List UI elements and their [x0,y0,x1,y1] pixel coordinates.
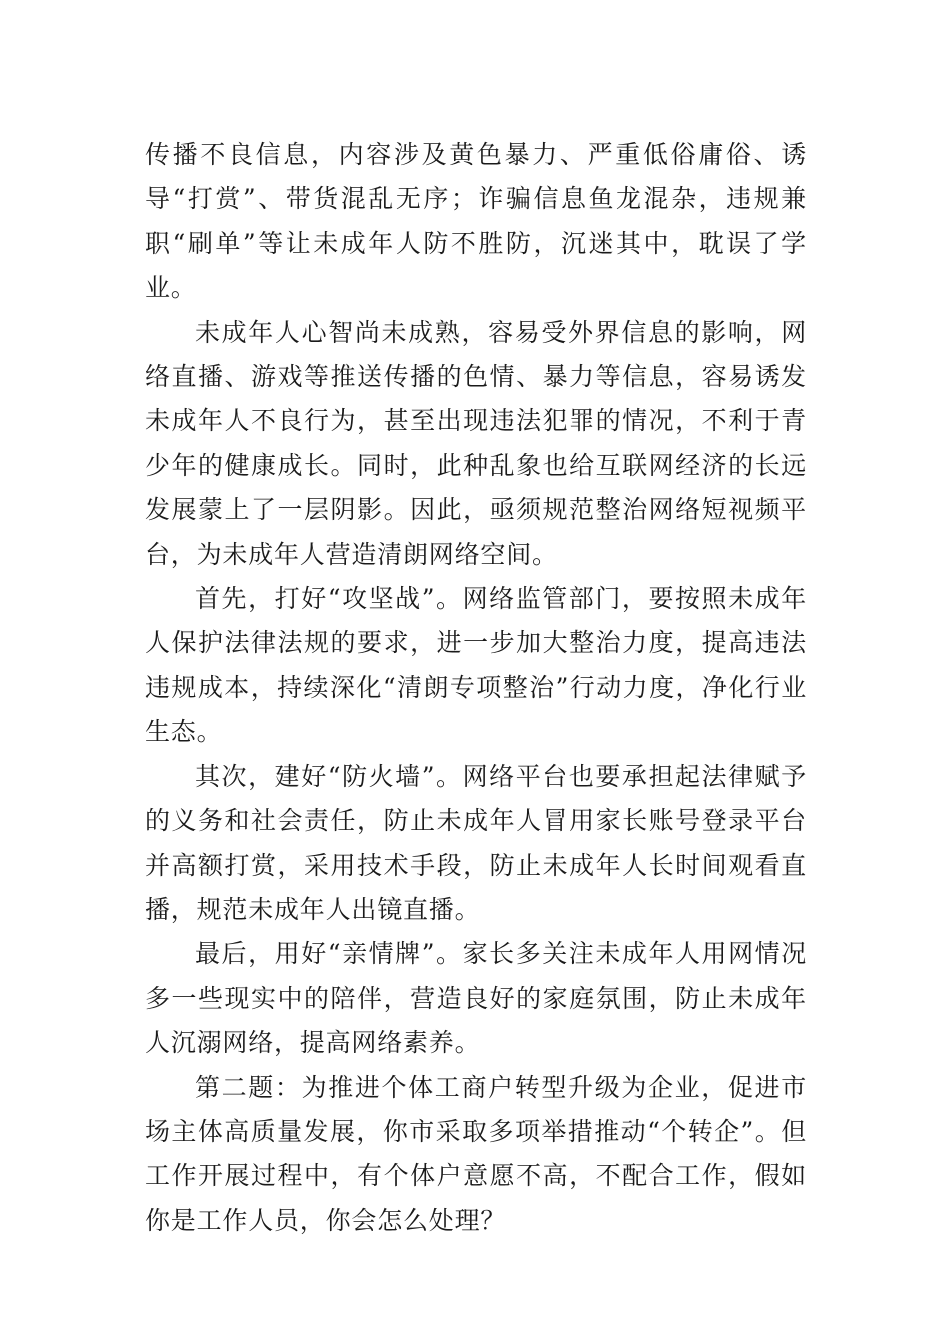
paragraph-minor-impact: 未成年人心智尚未成熟，容易受外界信息的影响，网络直播、游戏等推送传播的色情、暴力等信息，容易诱发未成年人不良行为，甚至出现违法犯罪的情况，不利于青少年的健康成长。同时，此种乱象也给互联网经济的长远发展蒙上了一层阴影。因此，亟须规范整治网络短视频平台，为未成年人营造清朗网络空间。 [145,317,807,569]
document-body [145,133,807,1243]
paragraph-third-measure: 最后，用好“亲情牌”。家长多关注未成年人用网情况多一些现实中的陪伴，营造良好的家庭氛围，防止未成年人沉溺网络，提高网络素养。 [145,939,807,1058]
paragraph-question-two: 第二题：为推进个体工商户转型升级为企业，促进市场主体高质量发展，你市采取多项举措推动“个转企”。但工作开展过程中，有个体户意愿不高，不配合工作，假如你是工作人员，你会怎么处理？ [145,1072,807,1235]
paragraph-first-measure: 首先，打好“攻坚战”。网络监管部门，要按照未成年人保护法律法规的要求，进一步加大整治力度，提高违法违规成本，持续深化“清朗专项整治”行动力度，净化行业生态。 [145,584,807,747]
paragraph-continuation: 传播不良信息，内容涉及黄色暴力、严重低俗庸俗、诱导“打赏”、带货混乱无序；诈骗信息鱼龙混杂，违规兼职“刷单”等让未成年人防不胜防，沉迷其中，耽误了学业。 [145,140,807,303]
paragraph-second-measure: 其次，建好“防火墙”。网络平台也要承担起法律赋予的义务和社会责任，防止未成年人冒用家长账号登录平台并高额打赏，采用技术手段，防止未成年人长时间观看直播，规范未成年人出镜直播。 [145,761,807,924]
